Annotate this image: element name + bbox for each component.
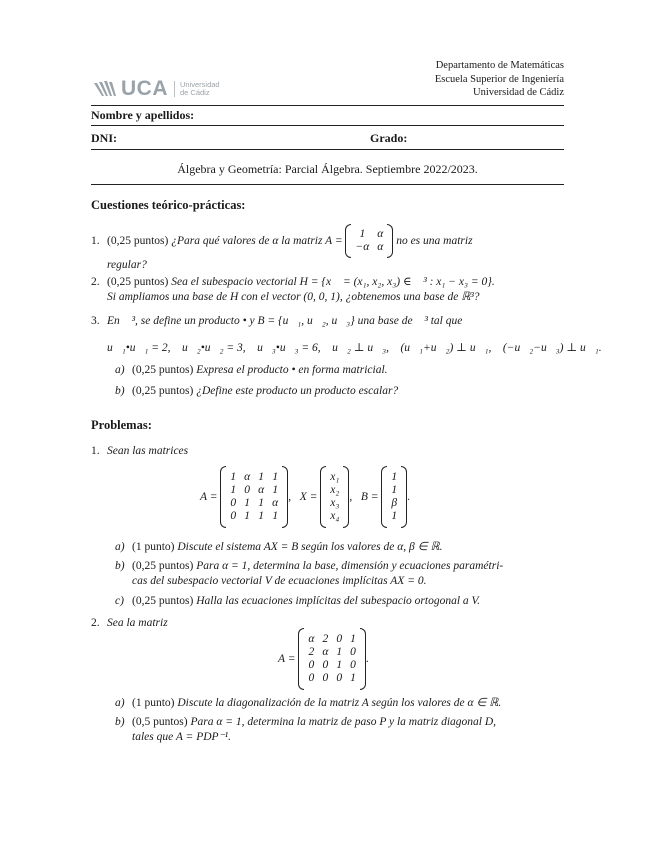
- matrix-cell: 2: [322, 633, 329, 645]
- problem-intro: Sea la matriz: [107, 617, 168, 629]
- matrix-label: B =: [360, 490, 379, 503]
- question-text: En ℝ³, se define un producto • y B = {u⃗₁, u⃗₂, u⃗₃} una base de ℝ³ tal que: [107, 315, 463, 327]
- question-number: 2.: [91, 276, 100, 288]
- subquestion-b: [115, 384, 565, 399]
- matrix-cell: 1: [258, 497, 265, 509]
- subproblem-text: Discute el sistema AX = B según los valores de α, β ∈ ℝ.: [177, 541, 443, 553]
- matrix-cell: β: [391, 497, 398, 509]
- separator: ,: [349, 490, 353, 503]
- uca-logo: [93, 78, 220, 100]
- matrix-label: A =: [278, 652, 296, 665]
- subproblem-points: (0,25 puntos): [132, 595, 194, 607]
- subproblem-label: c): [115, 595, 124, 607]
- matrix-cell: 1: [272, 471, 279, 483]
- matrix-cell: 0: [350, 659, 356, 671]
- subquestion-label: a): [115, 364, 125, 376]
- subproblem-a: [115, 540, 565, 555]
- matrix-cell: α: [272, 497, 279, 509]
- dni-field-label: DNI:: [91, 131, 117, 145]
- matrix-label: A =: [200, 490, 218, 503]
- question-text: ¿Para qué valores de α la matriz A =: [171, 234, 343, 247]
- matrix-cell: 1: [359, 228, 366, 240]
- subproblem-points: (0,25 puntos): [132, 560, 194, 572]
- subquestion-a: [115, 363, 565, 378]
- rule: [91, 105, 564, 106]
- matrix-cell: α: [244, 471, 251, 483]
- subquestion-points: (0,25 puntos): [132, 385, 194, 397]
- matrix-cell: 0: [336, 672, 343, 684]
- logo-sub-line: Universidad: [180, 80, 220, 89]
- matrix-cell: 1: [336, 659, 343, 671]
- name-field-label: Nombre y apellidos:: [91, 108, 195, 122]
- subproblem-label: a): [115, 697, 125, 709]
- rule: [91, 125, 564, 126]
- subproblem-b: [115, 715, 565, 745]
- subproblem-label: b): [115, 716, 125, 728]
- subquestion-text: Expresa el producto • en forma matricial.: [196, 364, 388, 376]
- matrix-cell: α: [258, 484, 265, 496]
- logo-wing-icon: [93, 80, 119, 98]
- matrix-cell: 1: [244, 497, 250, 509]
- subquestion-text: ¿Define este producto un producto escalar?: [196, 385, 399, 397]
- end-mark: .: [407, 490, 411, 503]
- matrix-a: [298, 628, 366, 690]
- question-3: [91, 314, 566, 329]
- problem-1: [91, 444, 566, 459]
- matrix-cell: 1: [350, 633, 356, 645]
- matrix-cell: 1: [391, 510, 398, 522]
- question-text: regular?: [107, 259, 147, 271]
- subproblem-text: Discute la diagonalización de la matriz A según los valores de α ∈ ℝ.: [177, 697, 502, 709]
- problem-2-matrix: [278, 628, 369, 690]
- subproblem-label: b): [115, 560, 125, 572]
- matrix-cell: 1: [258, 471, 265, 483]
- problem-intro: Sean las matrices: [107, 445, 189, 457]
- matrix-cell: α: [377, 228, 384, 240]
- section-heading: Problemas:: [91, 418, 152, 432]
- grado-field-label: Grado:: [370, 131, 408, 145]
- matrix-x: [320, 466, 349, 528]
- matrix-a: [220, 466, 288, 528]
- problem-number: 1.: [91, 445, 100, 457]
- matrix-cell: 0: [322, 672, 329, 684]
- matrix-cell: 1: [391, 471, 398, 483]
- subproblem-text: Para α = 1, determina la matriz de paso P y la matriz diagonal D,: [190, 716, 497, 728]
- subquestion-points: (0,25 puntos): [132, 364, 194, 376]
- logo-sub-line: de Cádiz: [180, 88, 210, 97]
- subproblem-points: (1 punto): [132, 697, 175, 709]
- matrix-cell: x₄: [330, 510, 340, 522]
- dept-line: Universidad de Cádiz: [473, 87, 564, 98]
- question-2: [91, 275, 566, 305]
- dept-line: Escuela Superior de Ingeniería: [434, 73, 564, 85]
- matrix-b: [381, 466, 407, 528]
- subproblem-text: Halla las ecuaciones implícitas del subespacio ortogonal a V.: [196, 595, 480, 607]
- problem-1-matrices: [200, 466, 410, 528]
- matrix-cell: −α: [355, 241, 370, 253]
- matrix-cell: 1: [230, 471, 237, 483]
- question-points: (0,25 puntos): [107, 234, 169, 247]
- question-text: no es una matriz: [396, 234, 473, 247]
- matrix-cell: α: [308, 633, 315, 645]
- subproblem-text: Para α = 1, determina la base, dimensión y ecuaciones paramétri-: [196, 560, 504, 572]
- subquestion-label: b): [115, 385, 125, 397]
- exam-title: Álgebra y Geometría: Parcial Álgebra. Septiembre 2022/2023.: [177, 162, 478, 176]
- matrix-cell: 1: [336, 646, 343, 658]
- dept-line: Departamento de Matemáticas: [435, 60, 564, 71]
- matrix-cell: 1: [230, 484, 237, 496]
- question-1: [91, 224, 566, 273]
- question-text: Sea el subespacio vectorial H = {x⃗ = (x₁, x₂, x₃) ∈ ℝ³ : x₁ − x₃ = 0}.: [171, 276, 495, 288]
- subproblem-points: (1 punto): [132, 541, 175, 553]
- matrix-cell: 1: [272, 510, 279, 522]
- subproblem-c: [115, 594, 565, 609]
- matrix-cell: α: [377, 241, 384, 253]
- matrix-cell: 0: [244, 484, 250, 496]
- separator: ,: [288, 490, 292, 503]
- subproblem-label: a): [115, 541, 125, 553]
- matrix-cell: 0: [308, 659, 315, 671]
- department-block: [435, 59, 564, 100]
- matrix-label: X =: [299, 490, 318, 503]
- matrix-cell: 0: [308, 672, 315, 684]
- question-points: (0,25 puntos): [107, 276, 169, 288]
- matrix-a: [345, 224, 393, 258]
- matrix-cell: α: [322, 646, 329, 658]
- matrix-cell: 1: [244, 510, 250, 522]
- matrix-cell: 0: [336, 633, 343, 645]
- rule: [91, 184, 564, 185]
- matrix-cell: 2: [308, 646, 315, 658]
- end-mark: .: [365, 652, 369, 665]
- rule: [91, 149, 564, 150]
- matrix-cell: 0: [230, 510, 237, 522]
- matrix-cell: 1: [350, 672, 356, 684]
- matrix-cell: 1: [272, 484, 279, 496]
- subproblem-text: cas del subespacio vectorial V de ecuaciones implícitas AX = 0.: [132, 575, 427, 587]
- subproblem-points: (0,5 puntos): [132, 716, 188, 728]
- logo-text: UCA: [121, 77, 168, 100]
- matrix-cell: 1: [258, 510, 265, 522]
- logo-subtitle: [174, 81, 220, 97]
- question-text: Si ampliamos una base de H con el vector (0, 0, 1), ¿obtenemos una base de ℝ³?: [107, 291, 480, 303]
- subproblem-b: [115, 559, 565, 589]
- matrix-cell: x₂: [330, 484, 340, 496]
- matrix-cell: 1: [391, 484, 398, 496]
- subproblem-a: [115, 696, 565, 711]
- matrix-cell: 0: [322, 659, 329, 671]
- equation-line: u⃗₁•u⃗₁ = 2, u⃗₂•u⃗₂ = 3, u⃗₃•u⃗₃ = 6, u⃗₂ ⊥ u⃗₃, (u⃗₁+u⃗₂) ⊥ u⃗₁, (−u⃗₂−u⃗₃) ⊥ u⃗₁.: [107, 342, 602, 354]
- question-number: 1.: [91, 234, 100, 247]
- matrix-cell: x₃: [330, 497, 340, 509]
- matrix-cell: 0: [230, 497, 237, 509]
- matrix-cell: x₁: [330, 471, 340, 483]
- subproblem-text: tales que A = PDP⁻¹.: [132, 731, 231, 743]
- section-heading: Cuestiones teórico-prácticas:: [91, 198, 246, 212]
- problem-number: 2.: [91, 617, 100, 629]
- matrix-cell: 0: [350, 646, 356, 658]
- question-number: 3.: [91, 315, 100, 327]
